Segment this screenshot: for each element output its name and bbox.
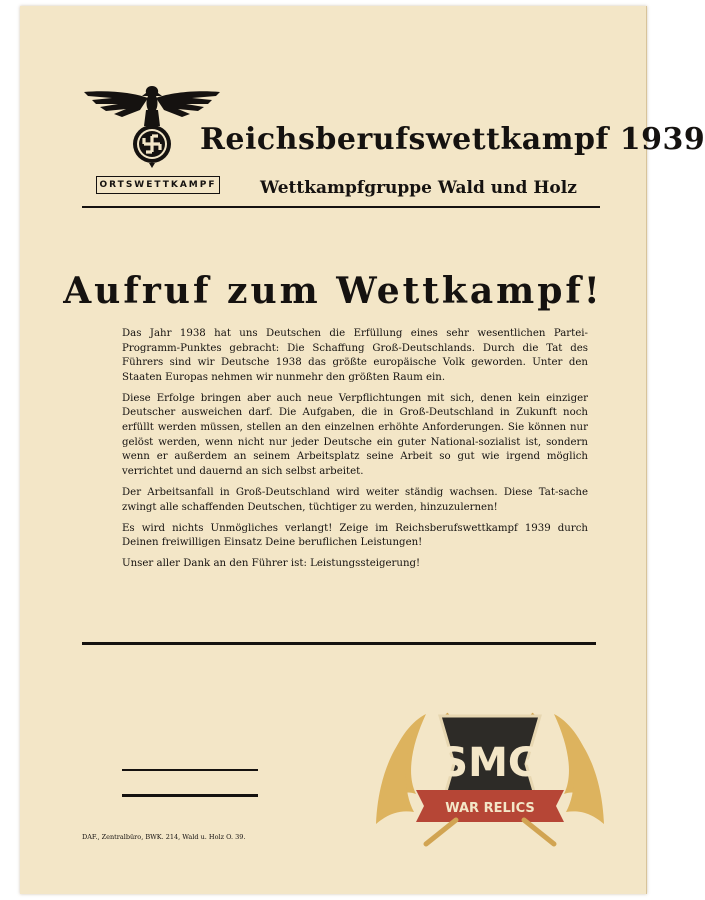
- smg-war-relics-watermark-icon: [356, 694, 624, 864]
- document-sheet: [20, 6, 705, 894]
- watermark-banner-text: WAR RELICS: [445, 801, 535, 816]
- paragraph: Es wird nichts Unmögliches verlangt! Zeige im Reichsberufswettkampf 1939 durch Deinen freiwilligen Einsatz Deine beruflichen Leistungen!: [122, 522, 588, 549]
- paragraph: Unser aller Dank an den Führer ist: Leistungssteigerung!: [122, 558, 421, 570]
- paragraph: Das Jahr 1938 hat uns Deutschen die Erfüllung eines sehr wesentlichen Partei-Programm-Punktes gebracht: Die Schaffung Groß-Deutschlands. Durch die Tat des Führers sind wir Deutsche 1938 das größte europäische Volk geworden. Unter den Staaten Europas nehmen wir nunmehr den größten Raum ein.: [122, 328, 588, 383]
- section-divider: [82, 642, 596, 645]
- kennummer-rule-top: [122, 769, 258, 771]
- paragraph: Der Arbeitsanfall in Groß-Deutschland wird weiter ständig wachsen. Diese Tat-sache zwingt alle schaffenden Deutschen, tüchtiger zu werden, hinzuzulernen!: [122, 486, 588, 513]
- main-heading: Aufruf zum Wettkampf!: [63, 270, 603, 312]
- imprint-footer: DAF., Zentralbüro, BWK. 214, Wald u. Holz O. 39.: [82, 833, 246, 841]
- paragraph: Diese Erfolge bringen aber auch neue Verpflichtungen mit sich, denen kein einziger Deutscher ausweichen darf. Die Aufgaben, die in Groß-Deutschland in Zukunft noch erfüllt werden müssen, stellen an den einzelnen erhöhte Anforderungen. Sie können nur gelöst werden, wenn nicht nur jeder Deutsche ein guter National-sozialist ist, sondern wenn er außerdem an seinem Arbeitsplatz seine Arbeit so gut wie irgend möglich verrichtet und dauernd an sich selbst arbeitet.: [122, 392, 588, 477]
- wettkampfgruppe-subtitle: Wettkampfgruppe Wald und Holz: [260, 178, 577, 198]
- ortswettkampf-label: ORTSWETTKAMPF: [96, 176, 220, 194]
- page-title: Reichsberufswettkampf 1939: [200, 122, 705, 157]
- watermark-logo-text: SMG: [439, 740, 541, 786]
- appeal-text: [122, 327, 588, 578]
- header-divider: [82, 206, 600, 208]
- kennummer-rule-bottom: [122, 794, 258, 797]
